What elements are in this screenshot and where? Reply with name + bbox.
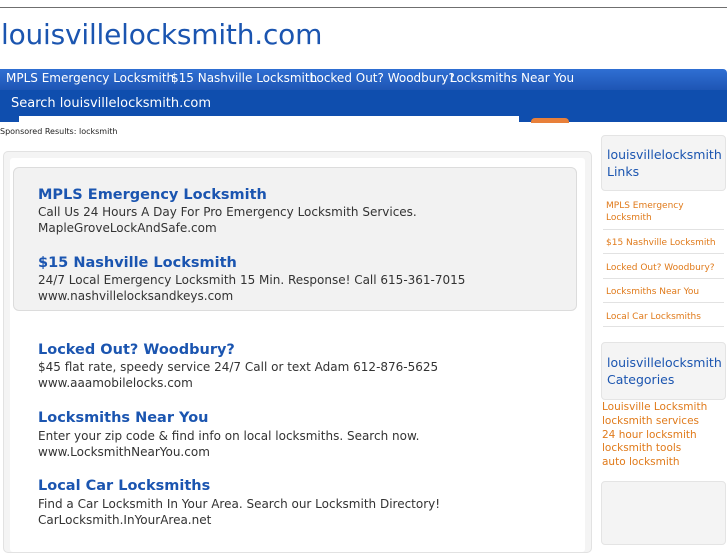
sidebar-categories-header <box>601 342 726 400</box>
ad-title-locked-out-woodbury[interactable]: Locked Out? Woodbury? <box>38 342 235 358</box>
sidebar-divider <box>603 278 724 279</box>
sidebar-link-mpls-emergency-locksmith-line2[interactable]: Locksmith <box>606 213 652 223</box>
category-link-louisville-locksmith[interactable]: Louisville Locksmith <box>602 401 708 413</box>
sidebar-categories-title-line1: louisvillelocksmith <box>607 355 722 370</box>
top-nav-bar <box>0 69 727 90</box>
nav-link-locked-out-woodbury[interactable]: Locked Out? Woodbury? <box>310 71 455 85</box>
sidebar-links-title-line2: Links <box>607 164 640 179</box>
search-label: Search louisvillelocksmith.com <box>11 96 212 111</box>
nav-link-nashville-locksmith[interactable]: $15 Nashville Locksmith <box>171 71 318 85</box>
ad-url[interactable]: www.LocksmithNearYou.com <box>38 445 210 459</box>
top-divider <box>0 7 727 8</box>
search-button[interactable] <box>531 118 569 123</box>
search-input[interactable] <box>19 116 519 122</box>
sidebar-link-nashville-locksmith[interactable]: $15 Nashville Locksmith <box>606 238 716 248</box>
sidebar-links-header <box>601 135 726 191</box>
ad-description: Find a Car Locksmith In Your Area. Search our Locksmith Directory! <box>38 497 441 511</box>
sidebar-divider <box>603 302 724 303</box>
ad-url[interactable]: www.nashvillelocksandkeys.com <box>38 289 234 303</box>
ad-title-local-car-locksmiths[interactable]: Local Car Locksmiths <box>38 478 211 494</box>
sidebar-divider <box>603 229 724 230</box>
ad-description: Call Us 24 Hours A Day For Pro Emergency Locksmith Services. <box>38 205 417 219</box>
ad-title-nashville-locksmith[interactable]: $15 Nashville Locksmith <box>38 255 237 271</box>
category-link-24-hour-locksmith[interactable]: 24 hour locksmith <box>602 429 697 441</box>
nav-link-mpls-emergency-locksmith[interactable]: MPLS Emergency Locksmith <box>6 71 175 85</box>
sidebar-link-mpls-emergency-locksmith[interactable]: MPLS Emergency <box>606 201 684 211</box>
nav-link-locksmiths-near-you[interactable]: Locksmiths Near You <box>450 71 575 85</box>
ad-url[interactable]: CarLocksmith.InYourArea.net <box>38 513 212 527</box>
sidebar-link-local-car-locksmiths[interactable]: Local Car Locksmiths <box>606 312 701 322</box>
category-link-locksmith-tools[interactable]: locksmith tools <box>602 442 682 454</box>
site-title[interactable]: louisvillelocksmith.com <box>1 18 323 51</box>
sidebar-links-title-line1: louisvillelocksmith <box>607 147 722 162</box>
sidebar-link-locked-out-woodbury[interactable]: Locked Out? Woodbury? <box>606 263 715 273</box>
ad-title-locksmiths-near-you[interactable]: Locksmiths Near You <box>38 410 209 426</box>
ad-description: Enter your zip code & find info on local locksmiths. Search now. <box>38 429 420 443</box>
ad-description: $45 flat rate, speedy service 24/7 Call or text Adam 612-876-5625 <box>38 360 439 374</box>
sidebar-divider <box>603 326 724 327</box>
ad-url[interactable]: www.aaamobilelocks.com <box>38 376 193 390</box>
ad-title-mpls-emergency-locksmith[interactable]: MPLS Emergency Locksmith <box>38 187 267 203</box>
sidebar-divider <box>603 253 724 254</box>
sidebar-link-locksmiths-near-you[interactable]: Locksmiths Near You <box>606 287 700 297</box>
ad-url[interactable]: MapleGroveLockAndSafe.com <box>38 221 217 235</box>
sponsored-results-label: Sponsored Results: locksmith <box>0 127 118 136</box>
sidebar-categories-title-line2: Categories <box>607 372 675 387</box>
sidebar-empty-box <box>601 481 726 545</box>
category-link-auto-locksmith[interactable]: auto locksmith <box>602 456 680 468</box>
ad-description: 24/7 Local Emergency Locksmith 15 Min. Response! Call 615-361-7015 <box>38 273 466 287</box>
category-link-locksmith-services[interactable]: locksmith services <box>602 415 700 427</box>
